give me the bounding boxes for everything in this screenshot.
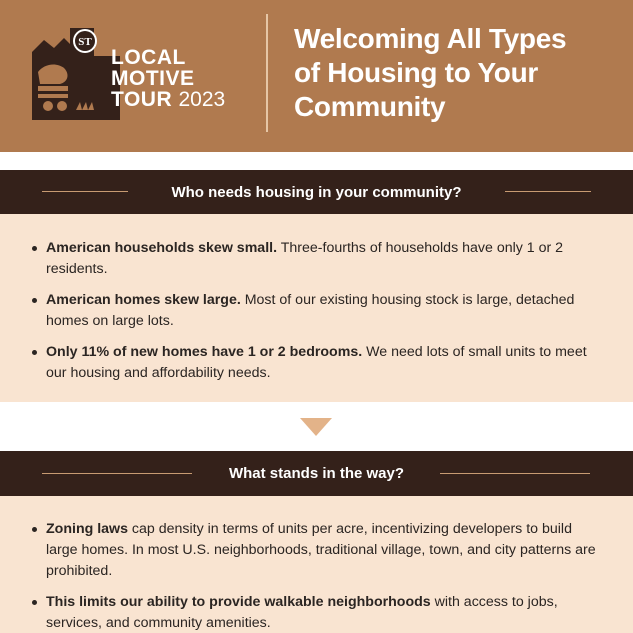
page-title	[294, 22, 624, 124]
heading-rule-right	[440, 473, 590, 474]
logo-year: 2023	[178, 88, 226, 111]
section-panel-2	[0, 496, 633, 633]
logo-wordmark	[111, 47, 225, 110]
list-item	[30, 592, 600, 633]
bullet-text: Three-fourths of households have only 1 or 2 residents.	[46, 240, 564, 277]
section-panel-1	[0, 214, 633, 402]
title-line-3: Community	[294, 91, 446, 122]
logo-line-local: LOCAL	[111, 46, 186, 69]
bullet-list-1	[30, 238, 600, 394]
down-arrow-icon	[300, 418, 332, 436]
bullet-bold: American households skew small.	[46, 240, 278, 256]
logo-tour: TOUR	[111, 88, 173, 111]
list-item	[30, 290, 600, 332]
title-line-2: of Housing to Your	[294, 57, 538, 88]
local-motive-tour-logo	[30, 16, 122, 120]
logo-line-tour	[111, 89, 225, 110]
section-heading-bar-1	[0, 170, 633, 214]
heading-rule-right	[505, 191, 591, 192]
bullet-text: We need lots of small units to meet our housing and affordability needs.	[46, 344, 587, 381]
bullet-bold: American homes skew large.	[46, 292, 241, 308]
bullet-list-2	[30, 519, 600, 633]
list-item	[30, 519, 600, 582]
bullet-bold: Zoning laws	[46, 521, 128, 537]
header-divider	[266, 14, 268, 132]
bullet-bold: Only 11% of new homes have 1 or 2 bedrooms.	[46, 344, 363, 360]
title-line-1: Welcoming All Types	[294, 23, 567, 54]
list-item	[30, 342, 600, 384]
section-heading-2: What stands in the way?	[228, 465, 405, 482]
bullet-text: with access to jobs, services, and community amenities.	[46, 594, 558, 631]
section-heading-bar-2	[0, 451, 633, 496]
bullet-text: Most of our existing housing stock is large, detached homes on large lots.	[46, 292, 575, 329]
bullet-bold: This limits our ability to provide walkable neighborhoods	[46, 594, 431, 610]
list-item	[30, 238, 600, 280]
logo-line-motive: MOTIVE	[111, 67, 195, 90]
header-banner	[0, 0, 633, 152]
bullet-text: cap density in terms of units per acre, incentivizing developers to build large homes. In most U.S. neighborhoods, traditional village, town, and city patterns are prohibited.	[46, 521, 596, 579]
section-heading-1: Who needs housing in your community?	[171, 183, 462, 201]
logo-badge: ST	[78, 36, 92, 48]
